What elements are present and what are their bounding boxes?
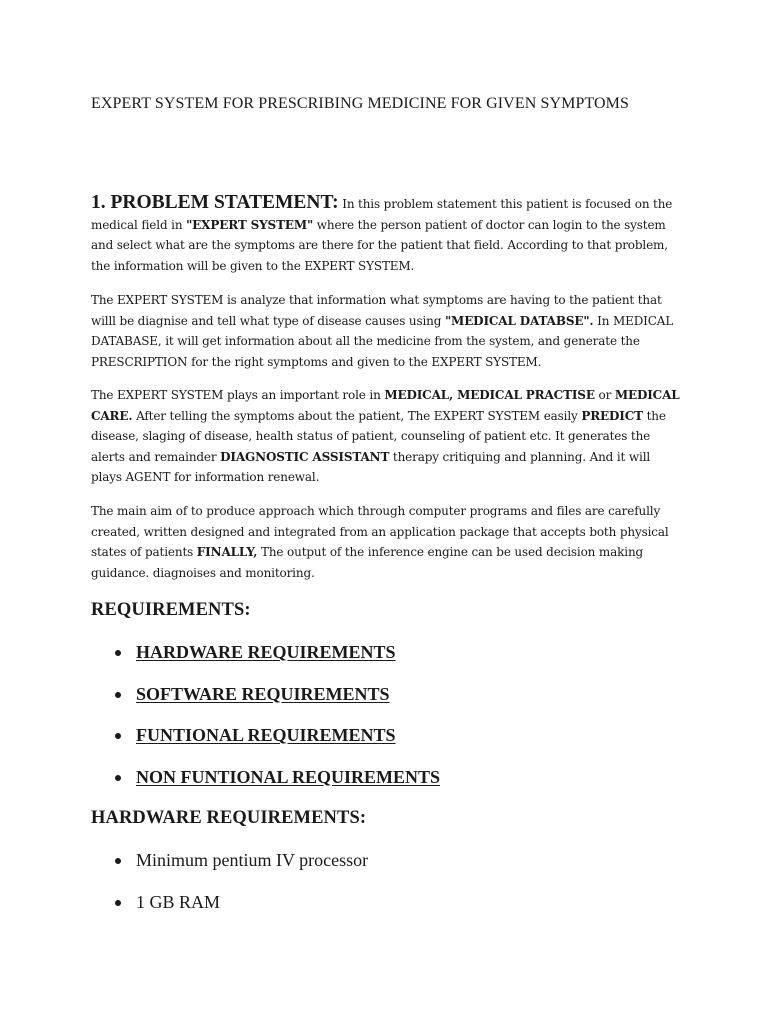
requirement-item-software: SOFTWARE REQUIREMENTS — [91, 682, 440, 706]
hardware-item-ram: 1 GB RAM — [91, 890, 368, 914]
problem-statement-paragraph-4: The main aim of to produce approach which through computer programs and files are carefully created, written designed and integrated from an application package that accepts both physical states of patients FINALLY, The output of the inference engine can be used decision making guidance. diagnoises and monitoring. — [91, 504, 669, 580]
bullet-icon — [115, 900, 121, 906]
bullet-icon — [115, 733, 121, 739]
problem-statement-paragraph-3: The EXPERT SYSTEM plays an important role in MEDICAL, MEDICAL PRACTISE or MEDICAL CARE. After telling the symptoms about the patient, The EXPERT SYSTEM easily PREDICT the disease, slaging of disease, health status of patient, counseling of patient etc. It generates the alerts and remainder DIAGNOSTIC ASSISTANT therapy critiquing and planning. And it will plays AGENT for information renewal. — [91, 388, 680, 485]
document-title: EXPERT SYSTEM FOR PRESCRIBING MEDICINE FOR GIVEN SYMPTOMS — [91, 95, 630, 112]
bullet-icon — [115, 692, 121, 698]
hardware-requirements-heading: HARDWARE REQUIREMENTS: — [91, 808, 367, 828]
hardware-item-processor: Minimum pentium IV processor — [91, 848, 368, 872]
requirement-item-hardware: HARDWARE REQUIREMENTS — [91, 640, 440, 664]
requirement-item-non-functional: NON FUNTIONAL REQUIREMENTS — [91, 765, 440, 789]
bullet-icon — [115, 775, 121, 781]
requirements-heading: REQUIREMENTS: — [91, 600, 251, 620]
problem-statement-paragraph-2: The EXPERT SYSTEM is analyze that information what symptoms are having to the patient that willl be diagnise and tell what type of disease causes using "MEDICAL DATABSE". In MEDICAL DATABASE, it will get information about all the medicine from the system, and generate the PRESCRIPTION for the right symptoms and given to the EXPERT SYSTEM. — [91, 293, 674, 369]
hardware-requirements-list — [91, 848, 368, 932]
bullet-icon — [115, 858, 121, 864]
bullet-icon — [115, 650, 121, 656]
problem-statement-heading: 1. PROBLEM STATEMENT: — [91, 192, 339, 213]
problem-statement-paragraph-1: 1. PROBLEM STATEMENT: In this problem statement this patient is focused on the medical field in "EXPERT SYSTEM" where the person patient of doctor can login to the system and select what are the symptoms are there for the patient that field. According to that problem, the information will be given to the EXPERT SYSTEM. — [91, 192, 673, 273]
requirement-item-functional: FUNTIONAL REQUIREMENTS — [91, 723, 440, 747]
requirements-list — [91, 640, 440, 806]
